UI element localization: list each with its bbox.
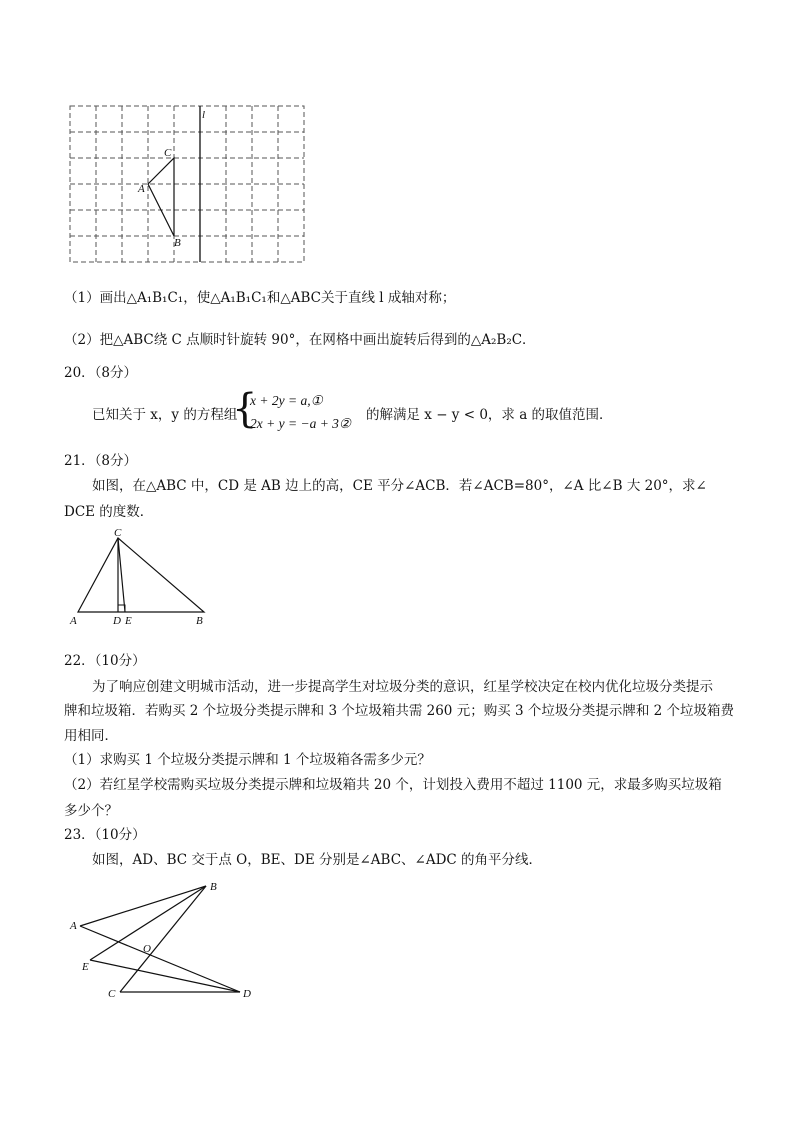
q22-header: 22．（10分） <box>64 653 146 669</box>
q22-line2: 牌和垃圾箱．若购买 2 个垃圾分类提示牌和 3 个垃圾箱共需 260 元；购买 3 个垃圾分类提示牌和 2 个垃圾箱费 <box>64 703 735 719</box>
label-o: O <box>143 943 151 955</box>
label-d: D <box>113 615 121 627</box>
label-a: A <box>138 183 145 195</box>
grid-figure <box>66 102 310 268</box>
q20-eq2: 2x + y = −a + 3② <box>250 416 352 431</box>
label-e: E <box>82 961 89 973</box>
q19-part1: （1）画出△A₁B₁C₁，使△A₁B₁C₁和△ABC关于直线 l 成轴对称； <box>64 290 456 306</box>
q20-prefix: 已知关于 x，y 的方程组 <box>92 407 238 423</box>
label-a: A <box>70 615 77 627</box>
triangle-abc <box>148 158 174 236</box>
q23-line1: 如图，AD、BC 交于点 O，BE、DE 分别是∠ABC、∠ADC 的角平分线． <box>92 852 543 868</box>
label-l: l <box>202 109 206 121</box>
q21-line2: DCE 的度数． <box>64 504 154 520</box>
q20-brace: { <box>232 386 258 432</box>
label-d: D <box>243 988 251 1000</box>
q22-part2b: 多少个？ <box>64 803 118 819</box>
q22-line1: 为了响应创建文明城市活动，进一步提高学生对垃圾分类的意识，红星学校决定在校内优化垃圾分类提示 <box>92 679 713 695</box>
q22-part2a: （2）若红星学校需购买垃圾分类提示牌和垃圾箱共 20 个，计划投入费用不超过 1100 元，求最多购买垃圾箱 <box>64 777 722 793</box>
q21-line1: 如图，在△ABC 中，CD 是 AB 边上的高，CE 平分∠ACB．若∠ACB=80°，∠A 比∠B 大 20°，求∠ <box>92 478 707 494</box>
label-b: B <box>174 237 181 249</box>
label-c: C <box>164 147 172 159</box>
label-e: E <box>125 615 132 627</box>
q21-header: 21．（8分） <box>64 453 138 469</box>
q22-part1: （1）求购买 1 个垃圾分类提示牌和 1 个垃圾箱各需多少元？ <box>64 752 431 768</box>
label-b: B <box>196 615 203 627</box>
q23-header: 23．（10分） <box>64 827 146 843</box>
label-a: A <box>70 920 77 932</box>
label-c: C <box>108 988 116 1000</box>
q20-eq1: x + 2y = a,① <box>250 393 323 408</box>
label-c: C <box>114 528 122 539</box>
bowtie-figure <box>64 876 264 1002</box>
q22-line3: 用相同． <box>64 728 118 744</box>
label-b: B <box>210 881 217 893</box>
triangle-figure <box>64 528 224 628</box>
q20-suffix: 的解满足 x − y < 0，求 a 的取值范围． <box>366 407 613 423</box>
q19-part2: （2）把△ABC绕 C 点顺时针旋转 90°，在网格中画出旋转后得到的△A₂B₂C． <box>64 332 536 348</box>
q20-header: 20．（8分） <box>64 365 138 381</box>
